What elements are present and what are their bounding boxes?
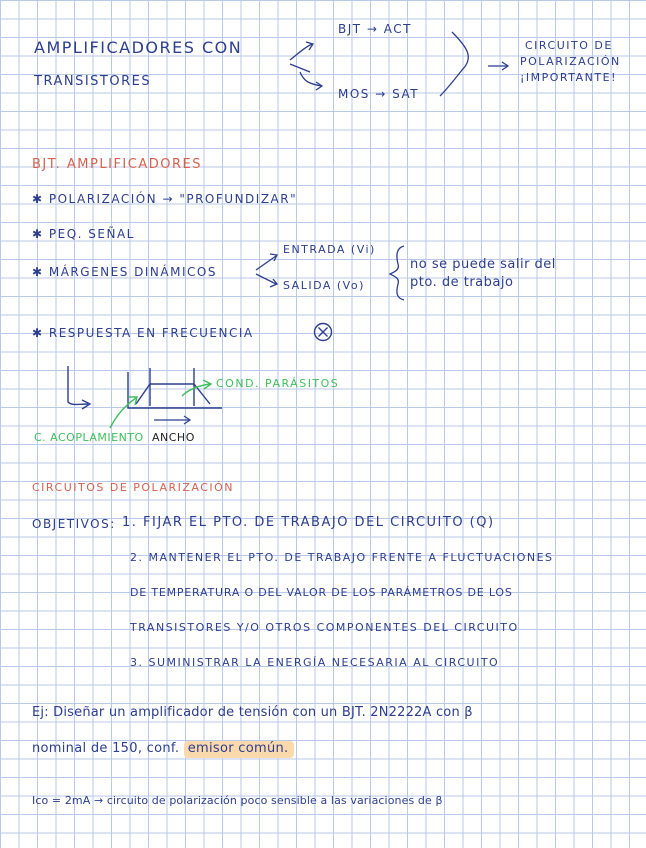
example-line2-text: nominal de 150, conf. xyxy=(32,741,180,756)
entrada-label: ENTRADA (Vi) xyxy=(283,243,376,256)
objective-line: 2. MANTENER EL PTO. DE TRABAJO FRENTE A FLUCTUACIONES xyxy=(130,551,554,564)
bjt-act-label: BJT → ACT xyxy=(338,22,412,36)
salida-label: SALIDA (Vo) xyxy=(283,279,365,292)
note-line1: CIRCUITO DE xyxy=(525,39,613,52)
objective-line: 3. SUMINISTRAR LA ENERGÍA NECESARIA AL CIRCUITO xyxy=(130,656,500,669)
note-line2: POLARIZACIÓN xyxy=(520,55,621,68)
list-item: ✱ RESPUESTA EN FRECUENCIA xyxy=(32,326,254,340)
section-heading-polarizacion: CIRCUITOS DE POLARIZACIÓN xyxy=(32,481,235,494)
page-title-line2: TRANSISTORES xyxy=(34,74,152,89)
objective-line: 1. FIJAR EL PTO. DE TRABAJO DEL CIRCUITO (Q) xyxy=(122,515,495,530)
highlighted-text: emisor común. xyxy=(184,741,295,758)
example-line2 xyxy=(32,742,294,755)
example-line3: Ico = 2mA → circuito de polarización poco sensible a las variaciones de β xyxy=(32,794,443,807)
ancho-label: ANCHO xyxy=(152,431,195,444)
brace-note-line2: pto. de trabajo xyxy=(410,275,514,290)
note-line3: ¡IMPORTANTE! xyxy=(520,71,617,84)
list-item: ✱ POLARIZACIÓN → "PROFUNDIZAR" xyxy=(32,192,298,206)
objective-line: DE TEMPERATURA O DEL VALOR DE LOS PARÁMETROS DE LOS xyxy=(130,586,513,599)
list-item: ✱ PEQ. SEÑAL xyxy=(32,227,135,241)
list-item: ✱ MÁRGENES DINÁMICOS xyxy=(32,265,217,279)
objetivos-label: OBJETIVOS: xyxy=(32,517,116,531)
cond-parasitos-label: COND. PARÁSITOS xyxy=(216,377,340,390)
c-acoplamiento-label: C. ACOPLAMIENTO xyxy=(34,431,144,444)
example-line1: Ej: Diseñar un amplificador de tensión con un BJT. 2N2222A con β xyxy=(32,705,473,720)
objective-line: TRANSISTORES Y/O OTROS COMPONENTES DEL CIRCUITO xyxy=(130,621,519,634)
page-title-line1: AMPLIFICADORES CON xyxy=(34,38,243,57)
mos-sat-label: MOS → SAT xyxy=(338,87,420,101)
brace-note-line1: no se puede salir del xyxy=(410,257,556,272)
section-heading-bjt: BJT. AMPLIFICADORES xyxy=(32,157,202,172)
